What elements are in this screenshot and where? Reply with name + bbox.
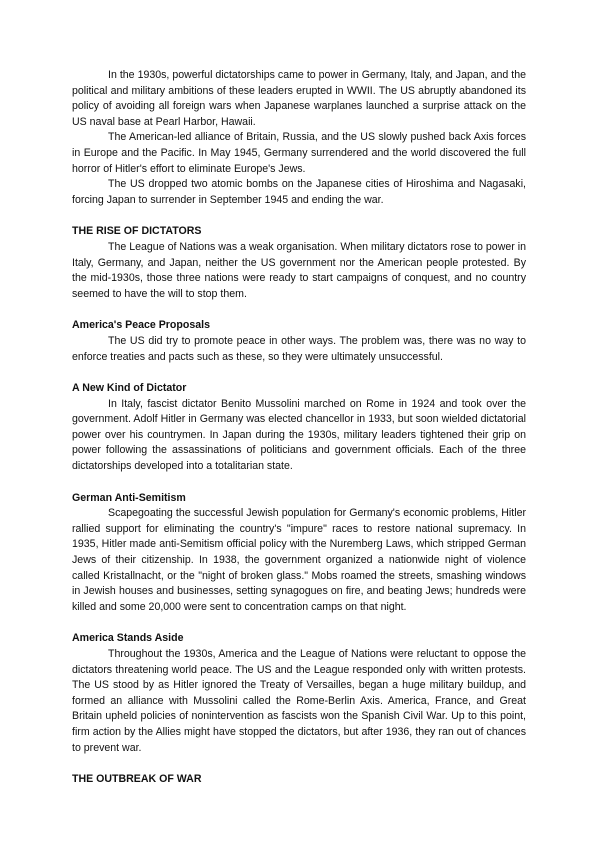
spacer [72,756,526,772]
intro-paragraph-1: In the 1930s, powerful dictatorships came to power in Germany, Italy, and Japan, and the political and military ambitions of these leaders erupted in WWII. The US abruptly abandoned its policy of avoiding all foreign wars when Japanese warplanes launched a surprise attack on the US naval base at Pearl Harbor, Hawaii. [72,69,526,128]
new-dictator-heading: A New Kind of Dictator [72,382,187,395]
intro-paragraph-2: The American-led alliance of Britain, Russia, and the US slowly pushed back Axis forces in Europe and the Pacific. In May 1945, Germany surrendered and the world discovered the full horror of Hitler's effort to eliminate Europe's Jews. [72,131,526,175]
anti-semitism-paragraph: Scapegoating the successful Jewish population for Germany's economic problems, Hitler rallied support for eliminating the country's "impure" races to restore national supremacy. In 1935, Hitler made anti-Semitism official policy with the Nuremberg Laws, which stripped German Jews of their citizenship. In 1938, the government organized a nationwide night of violence called Kristallnacht, or the "night of broken glass." Mobs roamed the streets, smashing windows in Jewish houses and businesses, setting synagogues on fire, and beating Jews; hundreds were killed and some 20,000 were sent to concentration camps on that night. [72,507,526,613]
spacer [72,208,526,224]
document-page [72,68,526,788]
peace-proposals-heading: America's Peace Proposals [72,319,210,332]
outbreak-of-war-heading: THE OUTBREAK OF WAR [72,773,202,786]
spacer [72,475,526,491]
new-dictator-paragraph: In Italy, fascist dictator Benito Mussolini marched on Rome in 1924 and took over the government. Adolf Hitler in Germany was elected chancellor in 1933, but soon wielded dictatorial power over his countrymen. In Japan during the 1930s, military leaders tightened their grip on power following the assassinations of politicians and government officials. Each of the three dictatorships developed into a totalitarian state. [72,397,526,473]
stands-aside-heading: America Stands Aside [72,632,184,645]
peace-proposals-paragraph: The US did try to promote peace in other ways. The problem was, there was no way to enforce treaties and pacts such as these, so they were ultimately unsuccessful. [72,334,526,363]
stands-aside-paragraph: Throughout the 1930s, America and the League of Nations were reluctant to oppose the dictators threatening world peace. The US and the League responded only with written protests. The US stood by as Hitler ignored the Treaty of Versailles, began a huge military buildup, and formed an alliance with Mussolini called the Rome-Berlin Axis. America, France, and Great Britain upheld policies of nonintervention as fascists won the Spanish Civil War. Up to this point, firm action by the Allies might have stopped the dictators, but after 1936, they ran out of chances to prevent war. [72,648,526,754]
rise-of-dictators-heading: THE RISE OF DICTATORS [72,225,202,238]
rise-of-dictators-paragraph: The League of Nations was a weak organisation. When military dictators rose to power in Italy, Germany, and Japan, neither the US government nor the American people protested. By the mid-1930s, those three nations were ready to start campaigns of conquest, and no country seemed to have the will to stop them. [72,240,526,300]
intro-paragraph-3: The US dropped two atomic bombs on the Japanese cities of Hiroshima and Nagasaki, forcing Japan to surrender in September 1945 and ending the war. [72,178,526,206]
spacer [72,365,526,381]
anti-semitism-heading: German Anti-Semitism [72,491,186,504]
spacer [72,615,526,631]
spacer [72,302,526,318]
